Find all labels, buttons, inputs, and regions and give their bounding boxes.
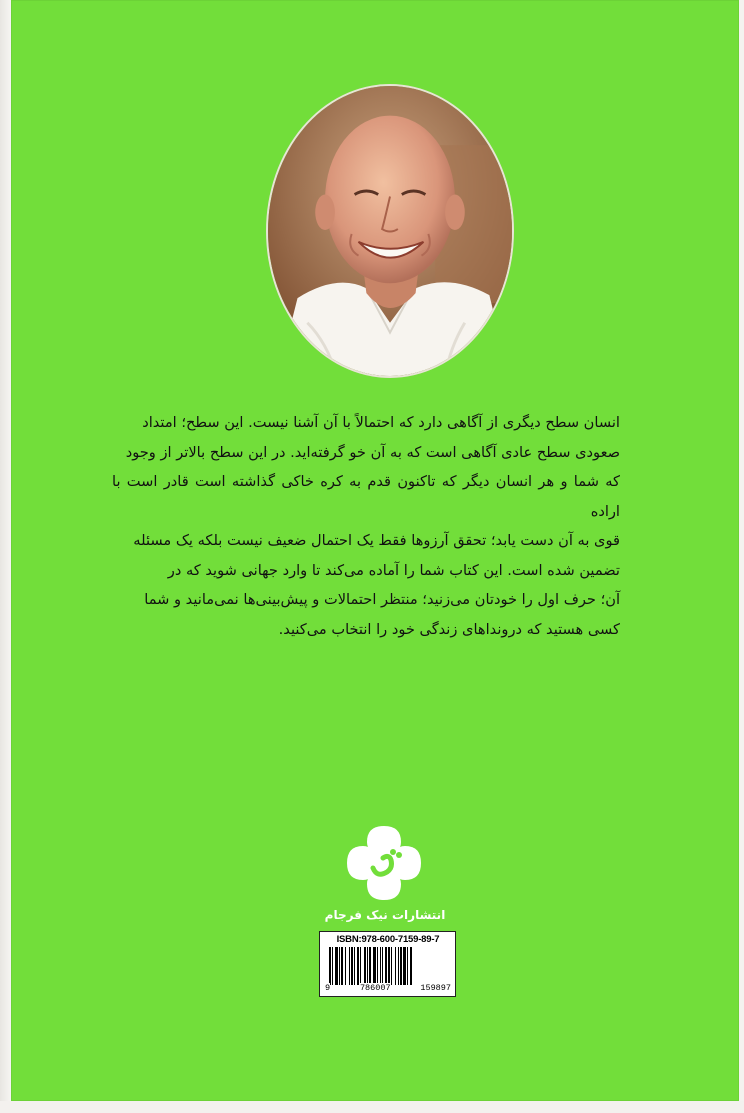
back-cover-blurb xyxy=(112,408,620,644)
blurb-line: انسان سطح دیگری از آگاهی دارد که احتمالاً با آن آشنا نیست. این سطح؛ امتداد xyxy=(142,414,620,431)
publisher-name: انتشارات نیک فرجام xyxy=(324,908,446,922)
blurb-line: آن؛ حرف اول را خودتان می‌زنید؛ منتظر احتمالات و پیش‌بینی‌ها نمی‌مانید و شما xyxy=(144,591,620,608)
barcode-digits xyxy=(321,983,455,993)
blurb-line: تضمین شده است. این کتاب شما را آماده می‌کند تا وارد جهانی شوید که در xyxy=(167,561,620,579)
isbn-label: ISBN:978-600-7159-89-7 xyxy=(336,934,440,945)
blurb-line: کسی هستید که درونداهای زندگی خود را انتخاب می‌کنید. xyxy=(278,620,620,638)
blurb-line: که شما و هر انسان دیگر که تاکنون قدم به کره خاکی گذاشته است قادر است با اراده xyxy=(112,473,620,520)
publisher-logo-icon xyxy=(343,822,425,904)
blurb-line: قوی به آن دست یابد؛ تحقق آرزوها فقط یک احتمال ضعیف نیست بلکه یک مسئله xyxy=(133,532,620,549)
author-portrait xyxy=(266,84,514,378)
page-edge-left xyxy=(0,0,11,1113)
barcode-digits-left: 786007 xyxy=(359,983,391,993)
barcode xyxy=(329,947,449,985)
isbn-barcode-box xyxy=(319,931,456,997)
barcode-digit-first: 9 xyxy=(325,983,331,993)
page-edge-bottom xyxy=(0,1101,744,1113)
blurb-line: صعودی سطح عادی آگاهی است که به آن خو گرفته‌اید. در این سطح بالاتر از وجود xyxy=(125,443,620,461)
author-portrait-image xyxy=(268,86,512,376)
barcode-digits-right: 159897 xyxy=(420,983,451,993)
